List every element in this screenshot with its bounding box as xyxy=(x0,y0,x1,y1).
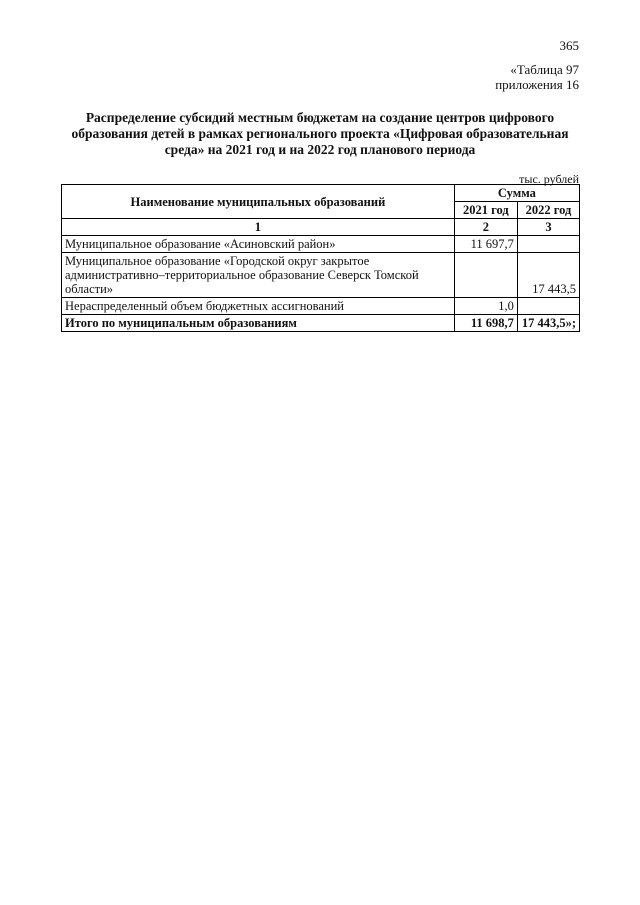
row-value-2021 xyxy=(454,253,517,298)
column-number-2: 2 xyxy=(454,219,517,236)
table-row xyxy=(62,253,580,298)
row-municipality-name: Муниципальное образование «Асиновский район» xyxy=(62,236,455,253)
table-reference-line2: приложения 16 xyxy=(495,77,579,92)
row-municipality-name: Нераспределенный объем бюджетных ассигнований xyxy=(62,298,455,315)
total-label: Итого по муниципальным образованиям xyxy=(62,315,455,332)
table-reference-line1: «Таблица 97 xyxy=(510,62,579,77)
table-header-row xyxy=(62,185,580,202)
header-sum: Сумма xyxy=(454,185,579,202)
total-value-2022: 17 443,5»; xyxy=(517,315,579,332)
table-numbering-row xyxy=(62,219,580,236)
table-row xyxy=(62,298,580,315)
units-label: тыс. рублей xyxy=(519,172,579,186)
column-number-1: 1 xyxy=(62,219,455,236)
column-number-3: 3 xyxy=(517,219,579,236)
row-value-2022 xyxy=(517,298,579,315)
subsidy-table xyxy=(61,184,580,332)
header-municipality-name: Наименование муниципальных образований xyxy=(62,185,455,219)
header-year-2021: 2021 год xyxy=(454,202,517,219)
row-value-2021: 1,0 xyxy=(454,298,517,315)
table-reference xyxy=(495,62,579,92)
row-value-2022 xyxy=(517,236,579,253)
header-year-2022: 2022 год xyxy=(517,202,579,219)
total-value-2021: 11 698,7 xyxy=(454,315,517,332)
page-number: 365 xyxy=(559,38,579,53)
table-row xyxy=(62,236,580,253)
row-municipality-name: Муниципальное образование «Городской округ закрытое административно–территориальное образование Северск Томской области» xyxy=(62,253,455,298)
document-title: Распределение субсидий местным бюджетам на создание центров цифрового образования детей в рамках регионального проекта «Цифровая образовательная среда» на 2021 год и на 2022 год планового периода xyxy=(71,110,569,157)
table-total-row xyxy=(62,315,580,332)
row-value-2021: 11 697,7 xyxy=(454,236,517,253)
row-value-2022: 17 443,5 xyxy=(517,253,579,298)
